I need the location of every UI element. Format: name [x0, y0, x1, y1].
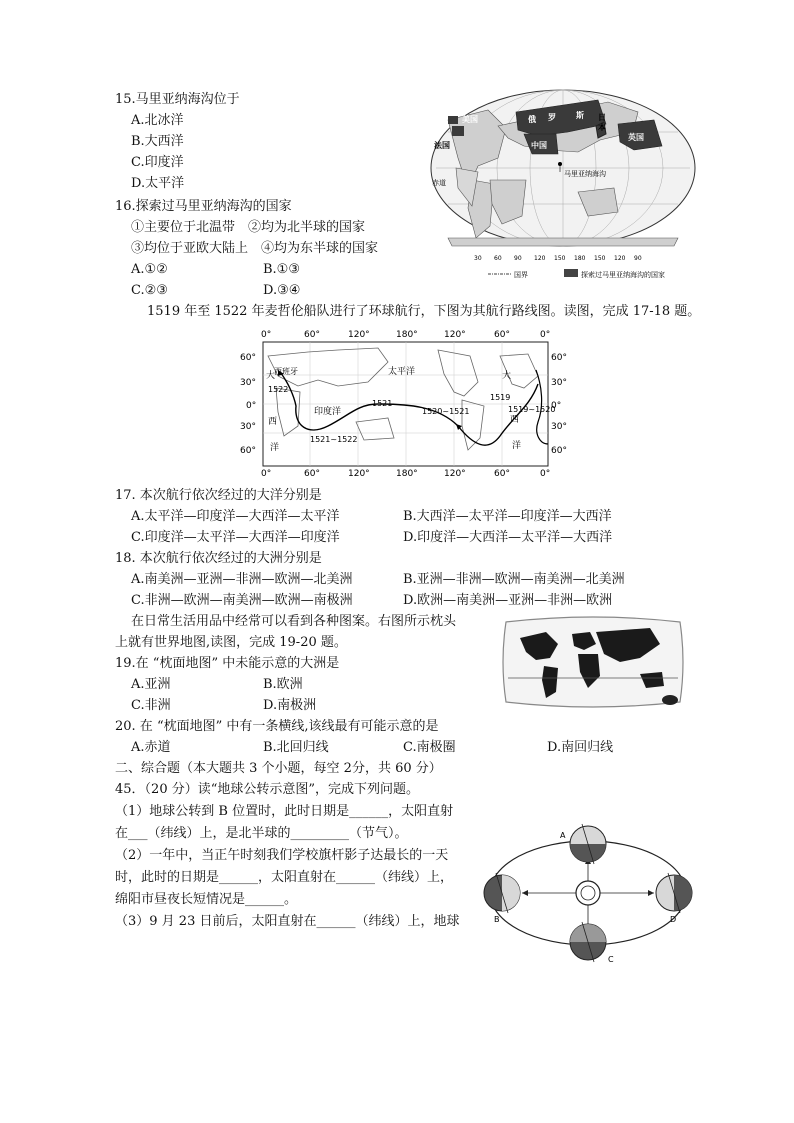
q18-option-c: C.非洲—欧洲—南美洲—欧洲—南极洲: [131, 593, 353, 608]
right-tick-2: 0°: [551, 401, 562, 411]
right-tick-1: 30°: [551, 378, 567, 388]
map1-label-ben: 本: [598, 123, 606, 132]
q19-option-a: A.亚洲: [131, 677, 171, 692]
map1-lon-0: 30: [474, 255, 482, 262]
label-1519-1520: 1519~1520: [508, 405, 556, 414]
right-tick-4: 60°: [551, 446, 567, 456]
right-tick-3: 30°: [551, 422, 567, 432]
q17-option-c: C.印度洋—太平洋—大西洋—印度洋: [131, 530, 340, 545]
map1-lon-8: 90: [634, 255, 642, 262]
q15-option-b: B.大西洋: [131, 134, 184, 149]
q45-part2-line2: 时，此时的日期是______，太阳直射在______（纬线）上，: [115, 870, 454, 885]
map1-lon-2: 90: [514, 255, 522, 262]
intro-19-20-line2: 上就有世界地图,读图，完成 19-20 题。: [115, 635, 347, 650]
label-atl-right-3: 洋: [512, 441, 522, 451]
bottom-tick-1: 60°: [304, 469, 320, 478]
label-atl-right-2: 西: [510, 415, 520, 425]
pillow-map-image: [500, 614, 686, 714]
left-tick-2: 0°: [246, 401, 257, 411]
q20-stem: 20. 在 “枕面地图” 中有一条横线,该线最有可能示意的是: [115, 719, 439, 734]
map1-lon-1: 60: [494, 255, 502, 262]
map1-label-china: 中国: [531, 141, 547, 150]
q45-part1-line1: （1）地球公转到 B 位置时，此时日期是______，太阳直射: [115, 804, 454, 819]
right-tick-0: 60°: [551, 353, 567, 363]
left-tick-0: 60°: [240, 353, 256, 363]
map1-label-ri: 日: [598, 113, 606, 122]
legend-fill-text: 探索过马里亚纳海沟的国家: [581, 271, 665, 279]
q17-stem: 17. 本次航行依次经过的大洋分别是: [115, 488, 322, 503]
map1-lon-5: 180: [574, 255, 586, 262]
top-tick-2: 120°: [348, 330, 370, 340]
orbit-label-a: A: [560, 831, 566, 840]
sun: [576, 881, 600, 905]
label-1521-1522: 1521~1522: [310, 435, 358, 444]
q15-stem: 15.马里亚纳海沟位于: [115, 92, 240, 107]
label-atl-right-1: 大: [502, 371, 512, 381]
map1-lon-7: 120: [614, 255, 626, 262]
label-1522: 1522: [268, 385, 289, 394]
left-tick-1: 30°: [240, 378, 256, 388]
orbit-label-b: B: [494, 915, 500, 924]
bottom-tick-3: 180°: [396, 469, 418, 478]
bottom-tick-4: 120°: [444, 469, 466, 478]
label-1521: 1521: [372, 399, 393, 408]
bottom-tick-5: 60°: [494, 469, 510, 478]
orbit-label-d: D: [670, 915, 677, 924]
legend-fill-swatch: [564, 269, 578, 277]
earth-orbit-diagram: [478, 816, 704, 966]
q18-option-d: D.欧洲—南美洲—亚洲—非洲—欧洲: [403, 593, 613, 608]
label-atl-left-3: 洋: [270, 443, 280, 453]
intro-17-18: 1519 年至 1522 年麦哲伦船队进行了环球航行，下图为其航行路线图。读图，完成 17-18 题。: [147, 304, 701, 319]
q45-part3-line1: （3）9 月 23 日前后，太阳直射在______（纬线）上，地球: [115, 914, 460, 929]
label-atl-left-2: 西: [268, 417, 278, 427]
label-indian: 印度洋: [314, 407, 342, 417]
q16-option-c: C.②③: [131, 283, 168, 298]
label-1520-1521: 1520~1521: [422, 407, 470, 416]
map1-lon-6: 150: [594, 255, 606, 262]
q45-stem: 45．（20 分）读“地球公转示意图”，完成下列问题。: [115, 782, 420, 797]
q45-part2-line3: 绵阳市昼夜长短情况是______。: [115, 892, 298, 907]
q18-option-b: B.亚洲—非洲—欧洲—南美洲—北美洲: [403, 572, 625, 587]
legend-border-text: 国界: [514, 271, 528, 279]
q16-option-d: D.③④: [263, 283, 301, 298]
q19-option-d: D.南极洲: [263, 698, 317, 713]
q20-option-c: C.南极圈: [403, 740, 456, 755]
q45-part1-line2: 在___（纬线）上，是北半球的_________（节气）。: [115, 826, 408, 841]
q18-option-a: A.南美洲—亚洲—非洲—欧洲—北美洲: [131, 572, 353, 587]
left-tick-3: 30°: [240, 422, 256, 432]
section-2-title: 二、综合题（本大题共 3 个小题，每空 2分，共 60 分）: [115, 761, 442, 776]
orbit-label-c: C: [608, 955, 614, 964]
trench-label: 马里亚纳海沟: [564, 170, 606, 178]
q19-stem: 19.在 “枕面地图” 中未能示意的大洲是: [115, 656, 340, 671]
map1-lon-3: 120: [534, 255, 546, 262]
label-atl-left-1: 大: [266, 371, 276, 381]
label-pacific: 太平洋: [388, 367, 416, 377]
top-tick-5: 60°: [494, 330, 510, 340]
intro-19-20-line1: 在日常生活用品中经常可以看到各种图案。右图所示枕头: [131, 614, 457, 629]
q19-option-c: C.非洲: [131, 698, 171, 713]
top-tick-1: 60°: [304, 330, 320, 340]
q20-option-a: A.赤道: [131, 740, 171, 755]
q17-option-d: D.印度洋—大西洋—太平洋—大西洋: [403, 530, 613, 545]
top-tick-0: 0°: [261, 330, 272, 340]
magellan-route-map: [238, 326, 574, 478]
label-spain: 西班牙: [274, 367, 298, 376]
map1-label-uk: 英国: [628, 133, 644, 142]
equator-label: 赤道: [432, 179, 446, 187]
q16-option-a: A.①②: [131, 262, 168, 277]
q16-line2: ③均位于亚欧大陆上 ④均为东半球的国家: [131, 241, 379, 256]
earth-d: [656, 873, 692, 913]
mariana-world-map: [428, 88, 698, 284]
map1-label-e: 俄: [528, 115, 536, 124]
top-tick-6: 0°: [540, 330, 551, 340]
map1-label-luo: 罗: [548, 113, 556, 122]
q15-option-c: C.印度洋: [131, 155, 184, 170]
bottom-tick-2: 120°: [348, 469, 370, 478]
q20-option-d: D.南回归线: [547, 740, 614, 755]
q17-option-b: B.大西洋—太平洋—印度洋—大西洋: [403, 509, 612, 524]
q16-line1: ①主要位于北温带 ②均为北半球的国家: [131, 220, 366, 235]
q15-option-a: A.北冰洋: [131, 113, 184, 128]
map1-label-france: 法国: [434, 141, 450, 150]
q18-stem: 18. 本次航行依次经过的大洲分别是: [115, 551, 322, 566]
map1-label-usa: 美国: [462, 115, 478, 124]
bottom-tick-6: 0°: [540, 469, 551, 478]
earth-b: [484, 873, 520, 913]
q15-option-d: D.太平洋: [131, 176, 185, 191]
map1-lon-4: 150: [554, 255, 566, 262]
earth-c: [570, 922, 606, 962]
top-tick-4: 120°: [444, 330, 466, 340]
q16-option-b: B.①③: [263, 262, 300, 277]
q20-option-b: B.北回归线: [263, 740, 329, 755]
q16-stem: 16.探索过马里亚纳海沟的国家: [115, 199, 292, 214]
left-tick-4: 60°: [240, 446, 256, 456]
map1-label-si: 斯: [576, 111, 584, 120]
q45-part2-line1: （2）一年中，当正午时刻我们学校旗杆影子达最长的一天: [115, 848, 449, 863]
q17-option-a: A.太平洋—印度洋—大西洋—太平洋: [131, 509, 340, 524]
top-tick-3: 180°: [396, 330, 418, 340]
q19-option-b: B.欧洲: [263, 677, 303, 692]
earth-a: [570, 824, 606, 864]
label-1519: 1519: [490, 393, 511, 402]
bottom-tick-0: 0°: [261, 469, 272, 478]
